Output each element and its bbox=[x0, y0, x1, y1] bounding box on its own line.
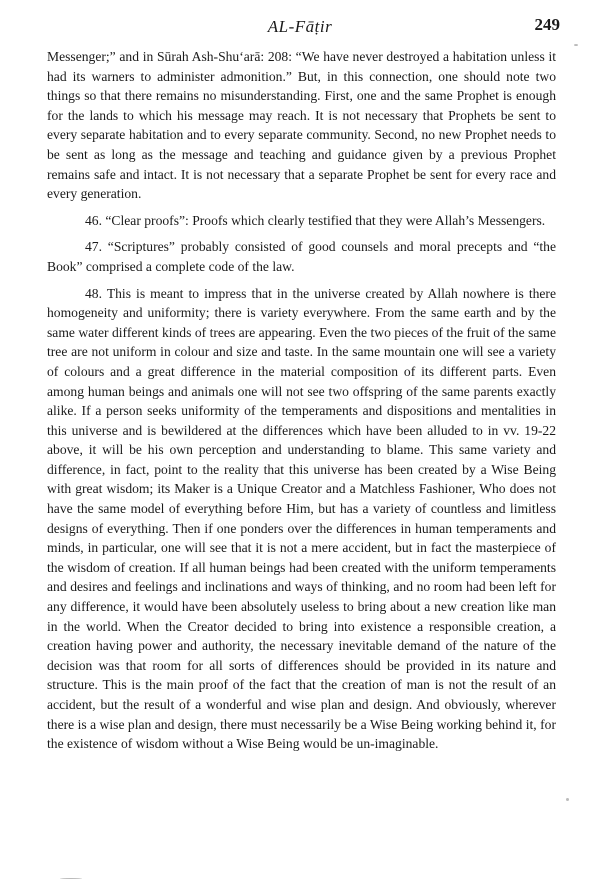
paragraph-note-47: 47. “Scriptures” probably consisted of good counsels and moral precepts and “the Book” comprised a complete code of the law. bbox=[47, 239, 556, 274]
text-body bbox=[47, 47, 556, 761]
scan-speck bbox=[574, 44, 578, 46]
running-title: AL-Fāṭir bbox=[267, 17, 333, 36]
page-number: 249 bbox=[534, 15, 560, 34]
paragraph-note-48: 48. This is meant to impress that in the universe created by Allah nowhere is there homogeneity and uniformity; there is variety everywhere. From the same earth and by the same water different kinds of trees are appearing. Even the two pieces of the fruit of the same tree are not uniform in colour and size and taste. In the same mountain one will see a variety of colours and a great difference in the material composition of its different parts. Even among human beings and animals one will not see two offspring of the same parents exactly alike. If a person seeks uniformity of the temperaments and dispositions and mentalities in this universe and is bewildered at the differences which have been alluded to in vv. 19-22 above, it will be his own perception and understanding to blame. This same variety and difference, in fact, point to the reality that this universe has been created by a Wise Being with great wisdom; its Maker is a Unique Creator and a Matchless Fashioner, Who does not have the same model of everything before Him, but has a variety of countless and limitless designs of everything. Then if one ponders over the differences in human temperaments and minds, in particular, one will see that it is not a mere accident, but in fact the masterpiece of the wisdom of creation. If all human beings had been created with the uniform temperaments and desires and feelings and inclinations and ways of thinking, and no room had been left for any difference, it would have been absolutely useless to bring about a new creation like man in the world. When the Creator decided to bring into existence a responsible creation, a creation having power and authority, the necessary inevitable demand of the nature of the decision was that room for all sorts of differences should be provided in its nature and structure. This is the main proof of the fact that the creation of man is not the result of an accident, but the result of a wonderful and wise plan and design. And obviously, wherever there is a wise plan and design, there must necessarily be a Wise Being working behind it, for the existence of wisdom without a Wise Being would be un-imaginable. bbox=[47, 285, 556, 752]
scan-speck bbox=[566, 798, 569, 801]
scan-speck bbox=[60, 878, 82, 879]
paragraph-note-46: 46. “Clear proofs”: Proofs which clearly testified that they were Allah’s Messengers. bbox=[85, 212, 546, 228]
paragraph-continuation: Messenger;” and in Sūrah Ash-Shu‘arā: 208: “We have never destroyed a habitation unless it had its warners to administer admonition.” But, in this connection, one should note two things so that there remains no misunderstanding. First, one and the same Prophet is enough for the lands to which his message may reach. It is not necessary that Prophets be sent to every separate habitation and to every separate community. Second, no new Prophet needs to be sent as long as the message and teaching and guidance given by a previous Prophet remains safe and intact. It is not necessary that a separate Prophet be sent for every race and every generation. bbox=[47, 49, 556, 202]
running-header bbox=[40, 15, 560, 39]
